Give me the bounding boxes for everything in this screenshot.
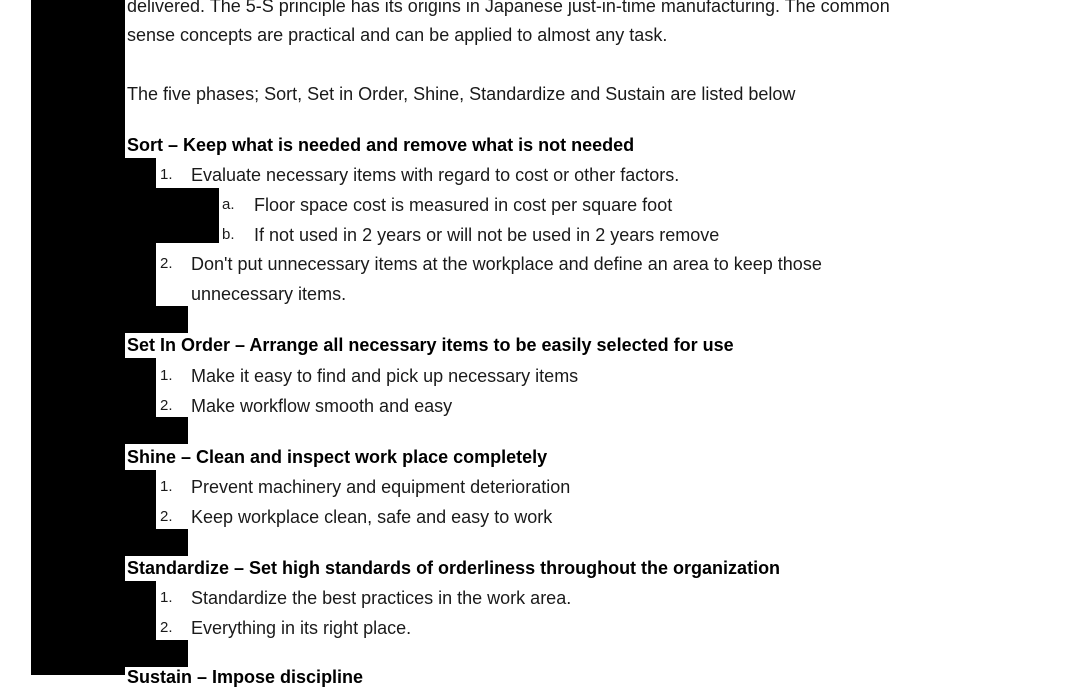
- sort-item-2-line-1: Don't put unnecessary items at the workplace and define an area to keep those: [191, 254, 822, 274]
- shine-list-bar: [125, 470, 156, 556]
- sort-item-1-number: 1.: [160, 166, 173, 183]
- sort-item-2-number: 2.: [160, 255, 173, 272]
- sort-list-bar: [125, 158, 156, 333]
- shine-item-2-number: 2.: [160, 508, 173, 525]
- set-in-order-list-tail: [156, 417, 188, 444]
- set-in-order-heading: Set In Order – Arrange all necessary items to be easily selected for use: [127, 335, 734, 355]
- standardize-list-bar: [125, 581, 156, 667]
- standardize-list-tail: [156, 640, 188, 667]
- sort-sub-b: If not used in 2 years or will not be used in 2 years remove: [254, 225, 720, 245]
- sort-sublist-bar: [156, 188, 219, 243]
- intro-line-2: sense concepts are practical and can be applied to almost any task.: [127, 25, 668, 45]
- standardize-item-1: Standardize the best practices in the work area.: [191, 588, 572, 608]
- sort-sub-a-letter: a.: [222, 196, 235, 213]
- set-in-order-item-1-number: 1.: [160, 367, 173, 384]
- set-in-order-item-2: Make workflow smooth and easy: [191, 396, 453, 416]
- sort-item-1: Evaluate necessary items with regard to cost or other factors.: [191, 165, 680, 185]
- sort-item-2-line-2: unnecessary items.: [191, 284, 347, 304]
- shine-item-1-number: 1.: [160, 478, 173, 495]
- sustain-heading: Sustain – Impose discipline: [127, 667, 364, 687]
- shine-heading: Shine – Clean and inspect work place completely: [127, 447, 548, 467]
- standardize-item-2: Everything in its right place.: [191, 618, 412, 638]
- standardize-item-2-number: 2.: [160, 619, 173, 636]
- shine-item-2: Keep workplace clean, safe and easy to work: [191, 507, 553, 527]
- intro-line-1: delivered. The 5-S principle has its origins in Japanese just-in-time manufacturing. The common: [127, 0, 890, 16]
- left-margin-bar: [31, 0, 125, 675]
- set-in-order-item-2-number: 2.: [160, 397, 173, 414]
- shine-list-tail: [156, 529, 188, 556]
- shine-item-1: Prevent machinery and equipment deterioration: [191, 477, 571, 497]
- phases-sentence: The five phases; Sort, Set in Order, Shine, Standardize and Sustain are listed below: [127, 84, 796, 104]
- sort-heading: Sort – Keep what is needed and remove what is not needed: [127, 135, 635, 155]
- sort-list-tail: [156, 306, 188, 333]
- standardize-heading: Standardize – Set high standards of orderliness throughout the organization: [127, 558, 781, 578]
- sort-sub-a: Floor space cost is measured in cost per square foot: [254, 195, 673, 215]
- standardize-item-1-number: 1.: [160, 589, 173, 606]
- set-in-order-item-1: Make it easy to find and pick up necessary items: [191, 366, 579, 386]
- sort-sub-b-letter: b.: [222, 226, 235, 243]
- set-in-order-list-bar: [125, 358, 156, 444]
